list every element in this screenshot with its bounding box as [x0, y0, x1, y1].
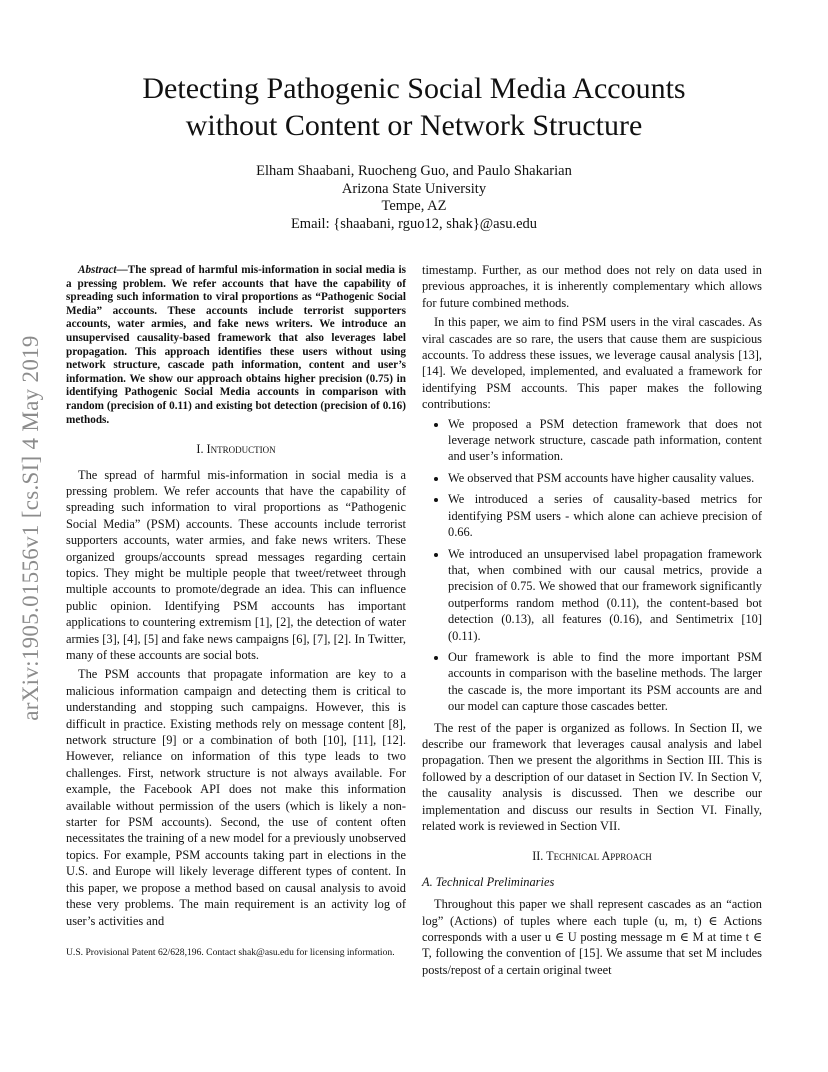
technical-subheading: A. Technical Preliminaries — [422, 874, 555, 889]
left-column — [66, 262, 406, 932]
intro-paragraph-2: The PSM accounts that propagate information are key to a malicious information campaign and detecting them is critical to understanding and stopping such campaigns. However, this is difficult in practice. Existing methods rely on message content [8], network structure [9] or a combination of both [10], [11], [12]. However, reliance on information of this type leads to two challenges. First, network structure is not always available. For example, the Facebook API does not make this information available without permission of the users (which is likely a non-starter for PSM accounts). Second, the use of content often necessitates the training of a new model for a previously unobserved topics. For example, PSM accounts taking part in elections in the U.S. and Europe will likely leverage different types of content. In this paper, we propose a method based on causal analysis to avoid these very problems. The main requirement is an activity log of user’s activities and — [66, 667, 406, 928]
title-line-1: Detecting Pathogenic Social Media Accounts — [142, 72, 686, 105]
intro-paragraph-3: In this paper, we aim to find PSM users in the viral cascades. As viral cascades are so rare, the users that cause them are suspicious accounts. To address these issues, we leverage causal analysis [13], [14]. We developed, implemented, and evaluated a framework for identifying PSM accounts. This paper makes the following contributions: — [422, 315, 762, 412]
abstract-label: Abstract — [78, 264, 117, 276]
list-item: • We proposed a PSM detection framework that does not leverage network structure, cascade path information, content and user’s information. — [448, 416, 762, 465]
footnote — [66, 947, 406, 959]
list-item: • We observed that PSM accounts have higher causality values. — [448, 470, 762, 486]
paper-title — [60, 70, 768, 144]
technical-paragraph-1: Throughout this paper we shall represent cascades as an “action log” (Actions) of tuples where each tuple (u, m, t) ∈ Actions corresponds with a user u ∈ U posting message m ∈ M at time t ∈ T, following the convention of [15]. We assume that set M includes posts/repost of a certain original tweet — [422, 897, 762, 977]
abstract-text: —The spread of harmful mis-information in social media is a pressing problem. We refer accounts that have the capability of spreading such information to viral proportions as “Pathogenic Social Media” accounts. These accounts include terrorist supporters accounts, water armies, and fake news writers. We introduce an unsupervised causality-based framework that also leverages label propagation. This approach identifies these users without using network structure, cascade path information, content and user’s information. We show our approach obtains higher precision (0.75) in identifying Pathogenic Social Media accounts in comparison with random (precision of 0.11) and existing bot detection (precision of 0.16) methods. — [66, 264, 406, 426]
arxiv-id: arXiv:1905.01556v1 [cs.SI] 4 May 2019 — [18, 335, 43, 721]
intro-heading: I. Introduction — [196, 442, 276, 457]
author-names: Elham Shaabani, Ruocheng Guo, and Paulo Shakarian — [256, 163, 572, 179]
author-affiliation: Arizona State University — [341, 180, 487, 197]
list-item: • Our framework is able to find the more important PSM accounts in comparison with the baseline methods. The larger the cascade is, the more important its PSM accounts are and our model can capture those cascades better. — [448, 649, 762, 715]
title-line-2: without Content or Network Structure — [185, 109, 643, 142]
intro-paragraph-2-continued: timestamp. Further, as our method does not rely on data used in previous approaches, it is inherently complementary which allows for future combined methods. — [422, 263, 762, 310]
contributions-list — [422, 416, 762, 715]
author-location: Tempe, AZ — [381, 198, 447, 214]
intro-paragraph-4: The rest of the paper is organized as follows. In Section II, we describe our framework that leverages causal analysis and label propagation. Then we present the algorithms in Section III. This is followed by a description of our dataset in Section IV. In Section V, the causality analysis is discussed. Then we describe our implementation and discuss our results in Section VI. Finally, related work is reviewed in Section VII. — [422, 720, 762, 833]
author-email: Email: {shaabani, rguo12, shak}@asu.edu — [290, 215, 538, 232]
author-block — [60, 163, 768, 233]
abstract — [66, 264, 406, 427]
right-column — [422, 262, 762, 981]
list-item: • We introduced an unsupervised label propagation framework that, when combined with our causal metrics, provide a precision of 0.75. We showed that our framework significantly outperforms random method (0.11), the content-based bot detection (0.13), all features (0.16), and Sentimetrix [10] (0.11). — [448, 546, 762, 644]
technical-heading: II. Technical Approach — [532, 849, 652, 864]
list-item: • We introduced a series of causality-based metrics for identifying PSM users - which alone can achieve precision of 0.66. — [448, 491, 762, 540]
arxiv-stamp — [16, 298, 46, 758]
intro-paragraph-1: The spread of harmful mis-information in social media is a pressing problem. We refer accounts that have the capability of spreading such information to viral proportions as “Pathogenic Social Media” (PSM) accounts. These accounts include terrorist supporters accounts, water armies, and fake news writers. These organized groups/accounts spread messages regarding certain topics. They might be multiple people that tweet/retweet through multiple accounts to promote/degrade an idea. This can influence public opinion. Identifying PSM accounts has important applications to countering extremism [1], [2], the detection of water armies [3], [4], [5] and fake news campaigns [6], [7], [2]. In Twitter, many of these accounts are social bots. — [66, 467, 406, 662]
footnote-text: U.S. Provisional Patent 62/628,196. Contact shak@asu.edu for licensing information. — [66, 947, 395, 958]
